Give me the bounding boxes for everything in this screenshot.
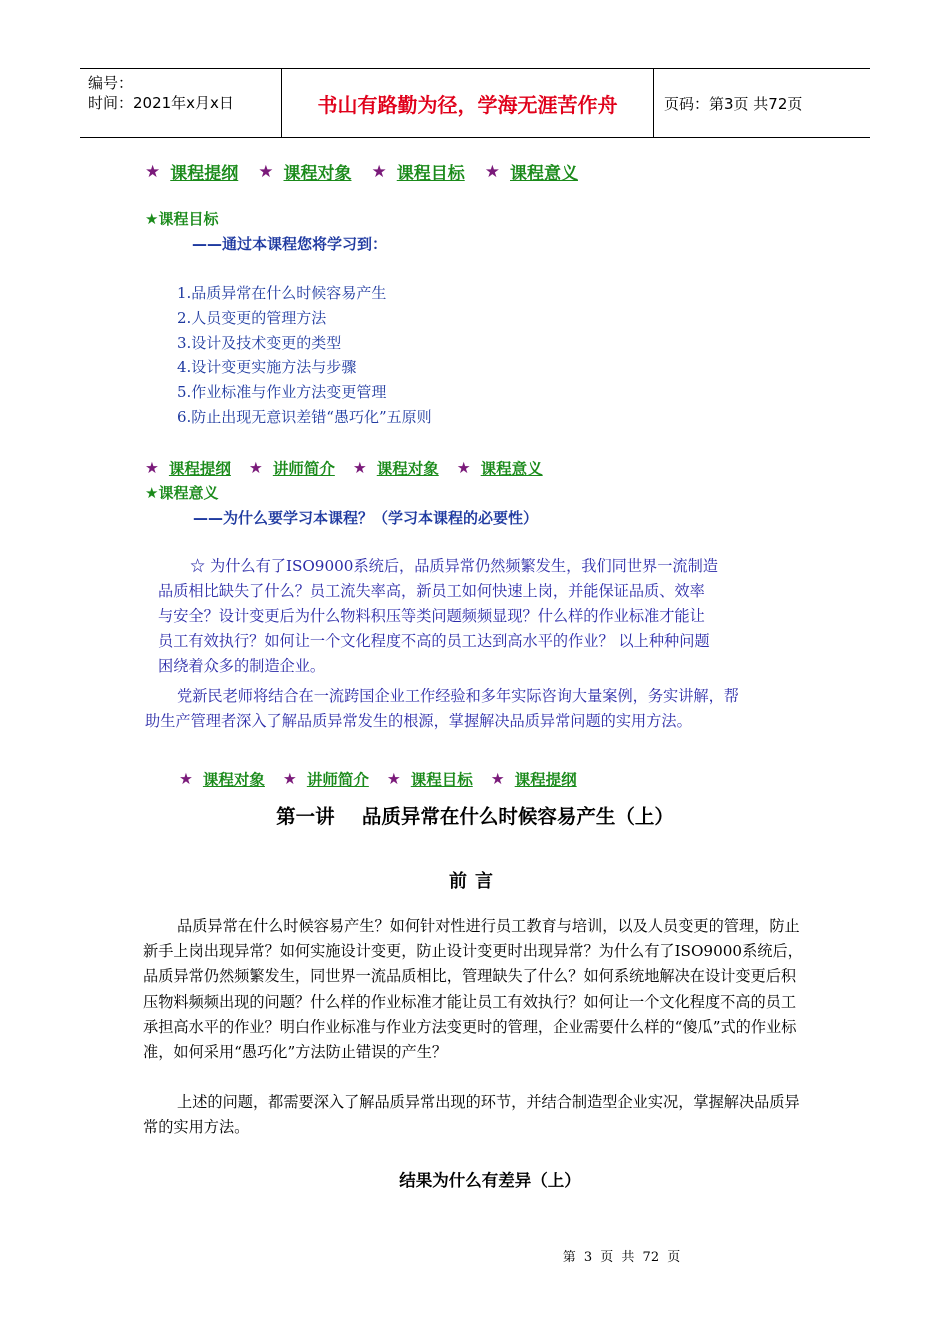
goal-item: 1.品质异常在什么时候容易产生 — [177, 284, 387, 302]
star-icon: ★ — [371, 161, 387, 182]
preface-paragraph: 上述的问题，都需要深入了解品质异常出现的环节，并结合制造型企业实况，掌握解决品质异常的实用方法。 — [143, 1093, 800, 1137]
meaning-line: 品质相比缺失了什么？员工流失率高，新员工如何快速上岗，并能保证品质、效率 — [158, 582, 705, 600]
preface-title: 前言 — [449, 871, 501, 892]
course-nav-middle — [145, 457, 565, 479]
meaning-line: 与安全？设计变更后为什么物料积压等类问题频频显现？什么样的作业标准才能让 — [158, 607, 705, 625]
header-page-label: 页码：第3页 共72页 — [664, 94, 803, 113]
goal-item: 5.作业标准与作业方法变更管理 — [177, 383, 387, 402]
nav-link-outline[interactable]: 课程提纲 — [170, 164, 239, 184]
instructor-line: 助生产管理者深入了解品质异常发生的根源，掌握解决品质异常问题的实用方法。 — [145, 712, 692, 730]
star-icon: ★ — [145, 161, 161, 182]
nav-link-instructor[interactable]: 讲师简介 — [272, 460, 335, 478]
meaning-line: ☆ 为什么有了ISO9000系统后，品质异常仍然频繁发生，我们同世界一流制造 — [190, 557, 718, 575]
star-icon: ★ — [484, 161, 500, 182]
star-icon: ★ — [490, 770, 505, 788]
meaning-paragraph — [158, 554, 718, 679]
meaning-line: 员工有效执行？如何让一个文化程度不高的员工达到高水平的作业？ 以上种种问题 — [158, 632, 710, 650]
nav-link-meaning[interactable]: 课程意义 — [480, 460, 543, 478]
number-label: 编号： — [88, 74, 134, 92]
page-header — [80, 68, 870, 138]
goal-item: 4.设计变更实施方法与步骤 — [177, 358, 357, 377]
page-footer: 第 3 页 共 72 页 — [562, 1250, 681, 1265]
header-motto: 书山有路勤为径，学海无涯苦作舟 — [282, 69, 654, 137]
nav-link-audience[interactable]: 课程对象 — [283, 164, 352, 184]
section-title: 结果为什么有差异（上） — [399, 1171, 581, 1190]
instructor-paragraph — [145, 684, 739, 734]
course-nav-bottom — [179, 768, 599, 790]
goal-heading: ★课程目标 — [145, 210, 219, 228]
goal-item: 6.防止出现无意识差错“愚巧化”五原则 — [177, 407, 432, 426]
nav-link-outline[interactable]: 课程提纲 — [514, 771, 577, 789]
goal-list — [177, 281, 432, 430]
nav-link-audience[interactable]: 课程对象 — [202, 771, 265, 789]
star-icon: ★ — [145, 459, 159, 477]
meaning-subheading: ——为什么要学习本课程？（学习本课程的必要性） — [193, 509, 539, 527]
meaning-line: 困绕着众多的制造企业。 — [158, 657, 326, 675]
lecture-title: 第一讲 品质异常在什么时候容易产生（上） — [276, 805, 674, 828]
meaning-heading: ★课程意义 — [145, 484, 219, 502]
nav-link-outline[interactable]: 课程提纲 — [168, 460, 231, 478]
instructor-line: 党新民老师将结合在一流跨国企业工作经验和多年实际咨询大量案例，务实讲解，帮 — [177, 687, 739, 705]
header-info — [80, 69, 282, 137]
star-icon: ★ — [179, 770, 193, 788]
star-icon: ★ — [248, 459, 263, 477]
nav-link-instructor[interactable]: 讲师简介 — [306, 771, 369, 789]
star-icon: ★ — [352, 459, 367, 477]
star-icon: ★ — [282, 770, 297, 788]
nav-link-meaning[interactable]: 课程意义 — [510, 164, 578, 184]
star-icon: ★ — [258, 161, 274, 182]
goal-subheading: ——通过本课程您将学习到： — [192, 235, 388, 253]
star-icon: ★ — [386, 770, 401, 788]
course-nav-top — [145, 159, 600, 184]
preface-paragraph: 品质异常在什么时候容易产生？如何针对性进行员工教育与培训，以及人员变更的管理，防止新手上岗出现异常？如何实施设计变更，防止设计变更时出现异常？为什么有了ISO9000系统后，品质异常仍然频繁发生，同世界一流品质相比，管理缺失了什么？如何系统地解决在设计变更后积压物料频频出现的问题？什么样的作业标准才能让员工有效执行？如何让一个文化程度不高的员工承担高水平的作业？明白作业标准与作业方法变更时的管理，企业需要什么样的“傻瓜”式的作业标准，如何采用“愚巧化”方法防止错误的产生？ — [143, 917, 803, 1062]
star-icon: ★ — [456, 459, 471, 477]
nav-link-audience[interactable]: 课程对象 — [376, 460, 439, 478]
nav-link-goals[interactable]: 课程目标 — [410, 771, 473, 789]
goal-item: 2.人员变更的管理方法 — [177, 308, 327, 327]
nav-link-goals[interactable]: 课程目标 — [396, 164, 465, 184]
time-label: 时间：2021年x月x日 — [88, 94, 234, 112]
goal-item: 3.设计及技术变更的类型 — [177, 333, 342, 352]
